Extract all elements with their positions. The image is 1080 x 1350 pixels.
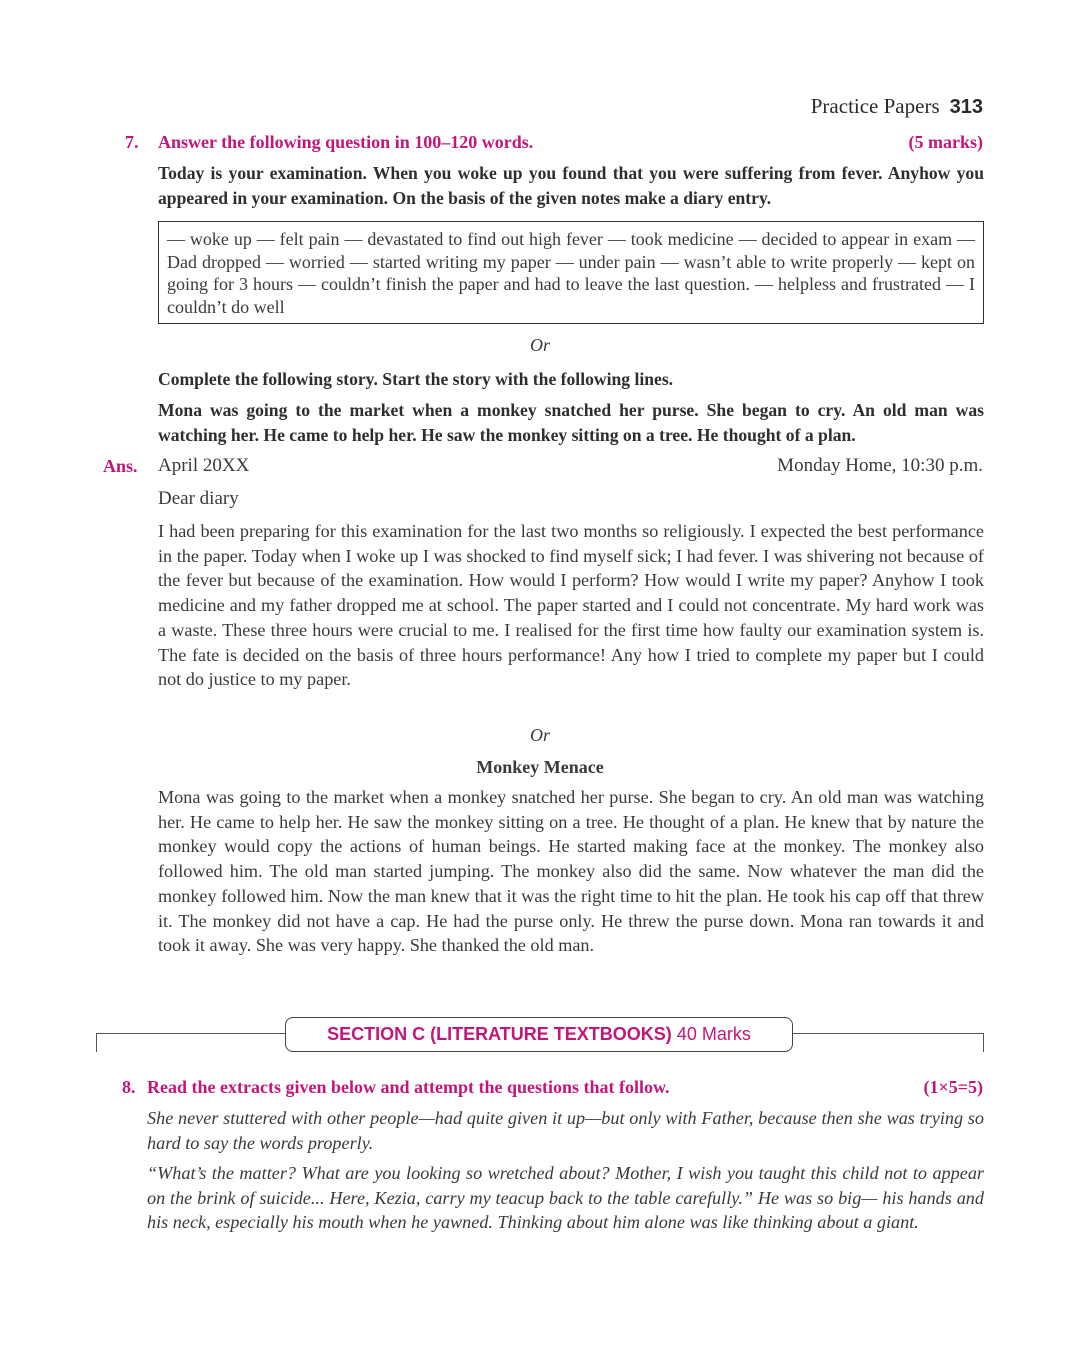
story-instruction: Complete the following story. Start the story with the following lines.	[158, 369, 674, 389]
section-c-banner	[285, 1017, 793, 1052]
page-number: 313	[949, 96, 983, 118]
question-7-marks: (5 marks)	[908, 132, 983, 152]
story-body: Mona was going to the market when a monkey snatched her purse. She began to cry. An old man was watching her. He came to help her. He saw the monkey sitting on a tree. He thought of a plan. He knew that by nature the monkey would copy the actions of human beings. He started making face at the monkey. The monkey also followed him. The old man started jumping. The monkey also did the same. Now whatever the man did the monkey followed him. Now the man knew that it was the right time to hit the plan. He took his cap off that threw it. The monkey did not have a cap. He had the purse only. He threw the purse down. Mona ran towards it and took it away. She was very happy. She thanked the old man.	[158, 787, 984, 956]
diary-place-time: Monday Home, 10:30 p.m.	[777, 455, 983, 476]
section-rule-right-tick	[983, 1033, 984, 1052]
header-title: Practice Papers	[810, 94, 940, 118]
notes-box: — woke up — felt pain — devastated to find out high fever — took medicine — decided to appear in exam — Dad dropped — worried — started writing my paper — under pain — wasn’t able to write properly — kept on going for 3 hours — couldn’t finish the paper and had to leave the last question. — helpless and frustrated — I couldn’t do well	[158, 221, 984, 324]
section-rule-left-tick	[96, 1033, 97, 1052]
answer-label: Ans.	[103, 456, 138, 476]
extract-paragraph-1: She never stuttered with other people—had quite given it up—but only with Father, because then she was trying so hard to say the words properly.	[147, 1108, 984, 1153]
running-header	[811, 94, 983, 119]
diary-salutation: Dear diary	[158, 488, 239, 509]
question-8-marks: (1×5=5)	[923, 1077, 983, 1097]
question-8-number: 8.	[122, 1077, 136, 1097]
or-divider-1: Or	[529, 335, 550, 355]
diary-body: I had been preparing for this examination for the last two months so religiously. I expected the best performance in the paper. Today when I woke up I was shocked to find myself sick; I had fever. I was shivering not because of the fever but because of the examination. How would I perform? How would I write my paper? Anyhow I took medicine and my father dropped me at school. The paper started and I could not concentrate. My hard work was a waste. These three hours were crucial to me. I realised for the first time how faulty our examination system is. The fate is decided on the basis of three hours performance! Any how I tried to complete my paper but I could not do justice to my paper.	[158, 521, 984, 690]
question-7-instruction: Answer the following question in 100–120 words.	[158, 132, 534, 152]
story-prompt: Mona was going to the market when a monkey snatched her purse. She began to cry. An old man was watching her. He came to help her. He saw the monkey sitting on a tree. He thought of a plan.	[158, 400, 984, 445]
section-c-marks: 40 Marks	[676, 1024, 751, 1044]
extract-paragraph-2: “What’s the matter? What are you looking so wretched about? Mother, I wish you taught this child not to appear on the brink of suicide... Here, Kezia, carry my teacup back to the table carefully.” He was so big— his hands and his neck, especially his mouth when he yawned. Thinking about him alone was like thinking about a giant.	[147, 1163, 984, 1233]
diary-date: April 20XX	[158, 455, 250, 476]
or-divider-2: Or	[529, 725, 550, 745]
question-8-instruction: Read the extracts given below and attempt the questions that follow.	[147, 1077, 670, 1097]
story-title: Monkey Menace	[476, 757, 604, 777]
question-7-prompt: Today is your examination. When you woke up you found that you were suffering from fever. Anyhow you appeared in your examination. On the basis of the given notes make a diary entry.	[158, 163, 984, 208]
question-7-number: 7.	[125, 132, 139, 152]
section-c-title: SECTION C (LITERATURE TEXTBOOKS)	[327, 1024, 672, 1044]
